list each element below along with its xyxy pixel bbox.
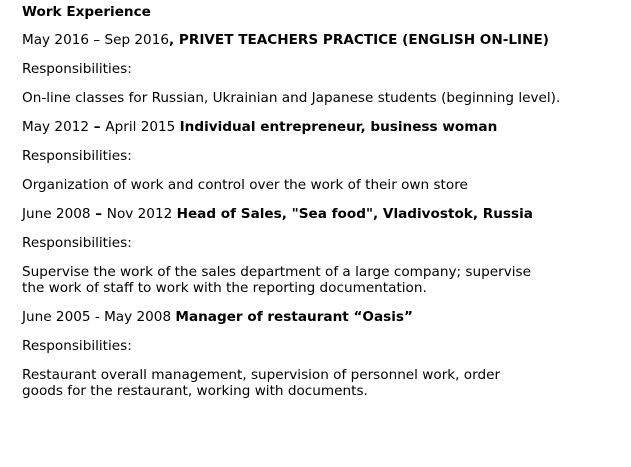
responsibilities-label: Responsibilities: bbox=[22, 148, 132, 164]
job-title: Individual entrepreneur, business woman bbox=[179, 119, 498, 135]
job-description-line: goods for the restaurant, working with documents. bbox=[22, 383, 368, 399]
job-heading bbox=[22, 309, 631, 325]
job-heading bbox=[22, 119, 631, 135]
job-description bbox=[22, 264, 562, 296]
job-dates-end: Nov 2012 bbox=[106, 206, 177, 222]
job-description-line: Supervise the work of the sales department of a large company; supervise bbox=[22, 264, 531, 280]
job-description: Organization of work and control over the work of their own store bbox=[22, 177, 468, 193]
job-dates-dash: – bbox=[90, 206, 107, 222]
responsibilities-label: Responsibilities: bbox=[22, 235, 132, 251]
job-heading bbox=[22, 32, 631, 48]
responsibilities-label: Responsibilities: bbox=[22, 61, 132, 77]
job-title: , PRIVET TEACHERS PRACTICE (ENGLISH ON-LINE) bbox=[169, 32, 549, 48]
job-description-line: the work of staff to work with the reporting documentation. bbox=[22, 280, 427, 296]
job-dates-dash: – bbox=[89, 119, 106, 135]
job-description bbox=[22, 367, 562, 399]
job-heading bbox=[22, 206, 631, 222]
job-description: On-line classes for Russian, Ukrainian and Japanese students (beginning level). bbox=[22, 90, 561, 106]
job-dates: June 2005 - May 2008 bbox=[22, 309, 176, 325]
job-dates: June 2008 bbox=[22, 206, 91, 222]
job-dates: May 2012 bbox=[22, 119, 90, 135]
job-dates: May 2016 – Sep 2016 bbox=[22, 32, 169, 48]
job-dates-end: April 2015 bbox=[105, 119, 180, 135]
job-title: Head of Sales, "Sea food", Vladivostok, Russia bbox=[176, 206, 533, 222]
job-title: Manager of restaurant “Oasis” bbox=[175, 309, 413, 325]
section-title: Work Experience bbox=[22, 4, 151, 20]
job-description-line: Restaurant overall management, supervision of personnel work, order bbox=[22, 367, 501, 383]
responsibilities-label: Responsibilities: bbox=[22, 338, 132, 354]
